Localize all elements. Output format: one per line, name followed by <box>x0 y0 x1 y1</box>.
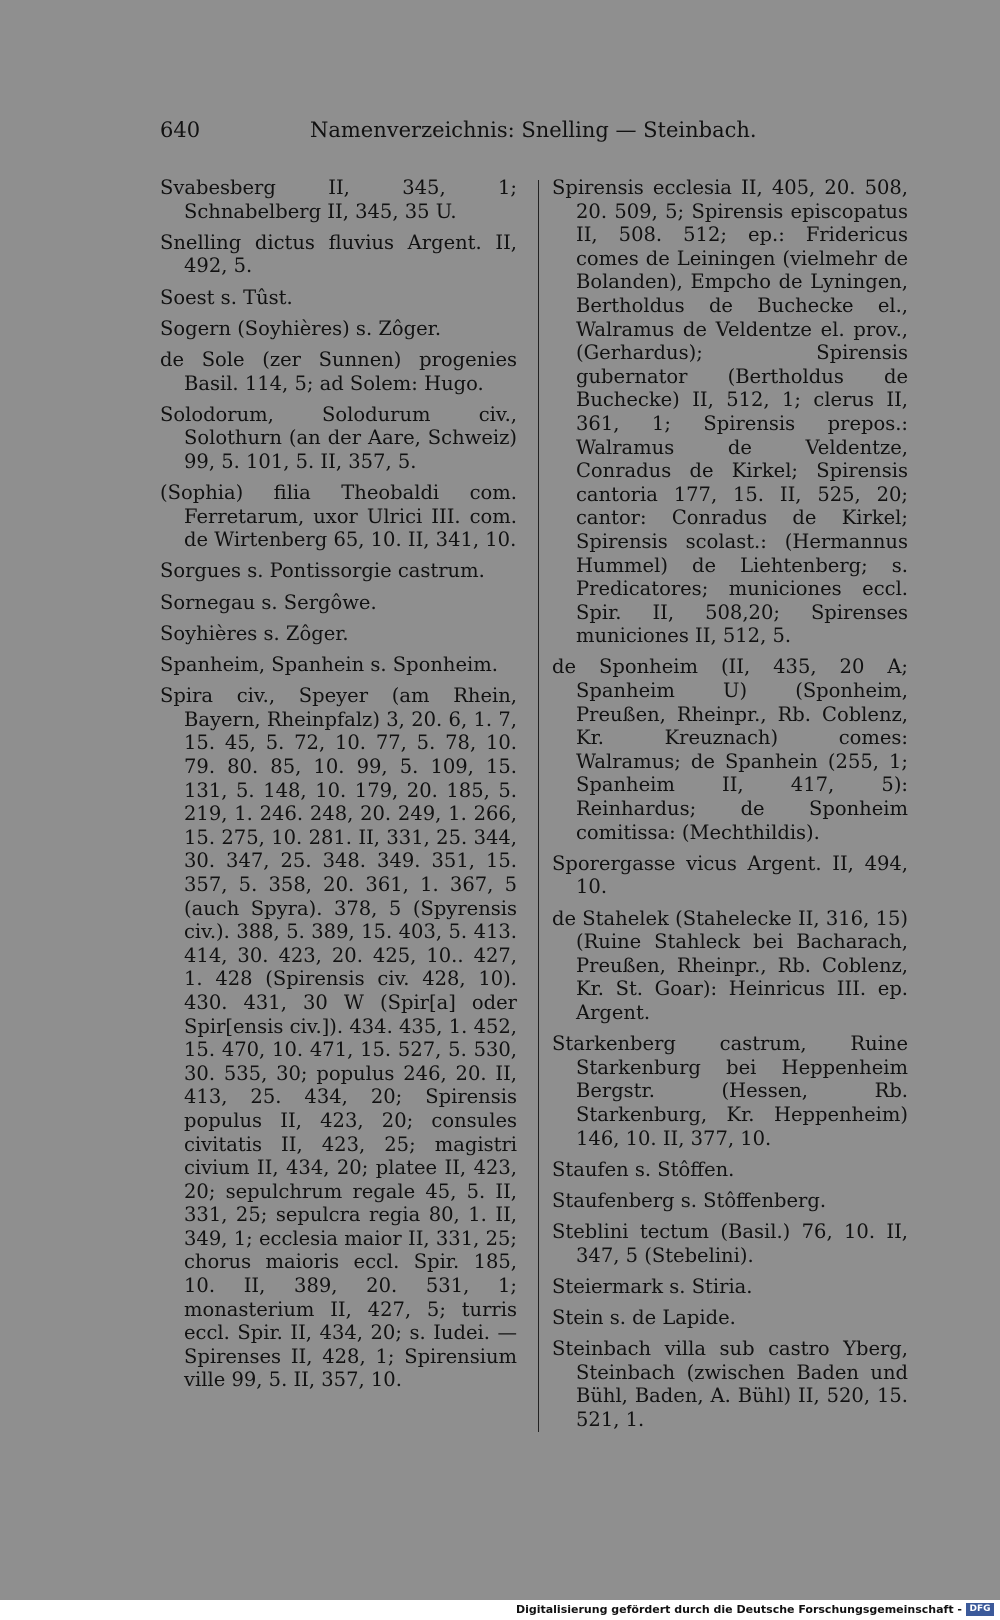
index-entry-steinbach: Steinbach villa sub castro Yberg, Steinbach (zwischen Baden und Bühl, Baden, A. Bühl) II, 520, 15. 521, 1. <box>552 1337 908 1432</box>
index-entry-stein: Stein s. de Lapide. <box>552 1306 736 1330</box>
index-entry-sponheim: de Sponheim (II, 435, 20 A; Spanheim U) (Sponheim, Preußen, Rheinpr., Rb. Coblenz, Kr. Kreuznach) comes: Walramus; de Spanhein (255, 1; Spanheim II, 417, 5): Reinhardus; de Sponheim comitissa: (Mechthildis). <box>552 655 908 844</box>
index-entry-sogern: Sogern (Soyhières) s. Zôger. <box>160 316 442 340</box>
page-number: 640 <box>160 118 201 142</box>
index-entry-steblini: Steblini tectum (Basil.) 76, 10. II, 347, 5 (Stebelini). <box>552 1220 908 1267</box>
index-entry-steiermark: Steiermark s. Stiria. <box>552 1274 753 1298</box>
index-entry-spira: Spira civ., Speyer (am Rhein, Bayern, Rheinpfalz) 3, 20. 6, 1. 7, 15. 45, 5. 72, 10. 77, 5. 78, 10. 79. 80. 85, 10. 99, 5. 109, 15. 131, 5. 148, 10. 179, 20. 185, 5. 219, 1. 246. 248, 20. 249, 1. 266, 15. 275, 10. 281. II, 331, 25. 344, 30. 347, 25. 348. 349. 351, 15. 357, 5. 358, 20. 361, 1. 367, 5 (auch Spyra). 378, 5 (Spyrensis civ.). 388, 5. 389, 15. 403, 5. 413. 414, 30. 423, 20. 425, 10.. 427, 1. 428 (Spirensis civ. 428, 10). 430. 431, 30 W (Spir[a] oder Spir[ensis civ.]). 434. 435, 1. 452, 15. 470, 10. 471, 15. 527, 5. 530, 30. 535, 30; populus 246, 20. II, 413, 25. 434, 20; Spirensis populus II, 423, 20; consules civitatis II, 423, 25; magistri civium II, 434, 20; platee II, 423, 20; sepulchrum regale 45, 5. II, 331, 25; sepulcra regia 80, 1. II, 349, 1; ecclesia maior II, 331, 25; chorus maioris eccl. Spir. 185, 10. II, 389, 20. 531, 1; monasterium II, 427, 5; turris eccl. Spir. II, 434, 20; s. Iudei. — Spirenses II, 428, 1; Spirensium ville 99, 5. II, 357, 10. <box>160 684 517 1392</box>
funding-notice: Digitalisierung gefördert durch die Deutsche Forschungsgemeinschaft - <box>515 1603 962 1616</box>
index-entry-starkenberg: Starkenberg castrum, Ruine Starkenburg bei Heppenheim Bergstr. (Hessen, Rb. Starkenburg, Kr. Heppenheim) 146, 10. II, 377, 10. <box>552 1032 908 1150</box>
index-entry-soyhieres: Soyhières s. Zôger. <box>160 621 349 645</box>
running-title: Namenverzeichnis: Snelling — Steinbach. <box>310 118 757 142</box>
index-entry-stahelek: de Stahelek (Stahelecke II, 316, 15) (Ruine Stahleck bei Bacharach, Preußen, Rheinpr., Rb. Coblenz, Kr. St. Goar): Heinricus III. ep. Argent. <box>552 906 908 1024</box>
page-header <box>160 118 760 148</box>
left-column <box>160 176 517 1400</box>
index-entry-spanheim: Spanheim, Spanhein s. Sponheim. <box>160 653 498 677</box>
index-entry-sole: de Sole (zer Sunnen) progenies Basil. 114, 5; ad Solem: Hugo. <box>160 347 517 395</box>
index-entry-sornegau: Sornegau s. Sergôwe. <box>160 590 377 614</box>
index-entry-sporergasse: Sporergasse vicus Argent. II, 494, 10. <box>552 851 908 899</box>
right-column <box>552 176 908 1439</box>
footer-bar <box>0 1600 1000 1620</box>
index-entry-snelling: Snelling dictus fluvius Argent. II, 492, 5. <box>160 230 517 278</box>
index-entry-solodorum: Solodorum, Solodurum civ., Solothurn (an der Aare, Schweiz) 99, 5. 101, 5. II, 357, 5. <box>160 402 517 473</box>
index-entry-staufenberg: Staufenberg s. Stôffenberg. <box>552 1188 827 1212</box>
index-entry-sophia: (Sophia) filia Theobaldi com. Ferretarum, uxor Ulrici III. com. de Wirtenberg 65, 10. II, 341, 10. <box>160 481 517 552</box>
index-entry-staufen: Staufen s. Stôffen. <box>552 1157 735 1181</box>
index-entry-svabesberg: Svabesberg II, 345, 1; Schnabelberg II, 345, 35 U. <box>160 176 517 223</box>
index-entry-soest: Soest s. Tûst. <box>160 285 293 309</box>
index-entry-sorgues: Sorgues s. Pontissorgie castrum. <box>160 559 485 583</box>
column-divider <box>538 180 539 1432</box>
index-entry-spirensis-ecclesia: Spirensis ecclesia II, 405, 20. 508, 20. 509, 5; Spirensis episcopatus II, 508. 512; ep.: Fridericus comes de Leiningen (vielmehr de Bolanden), Empcho de Lyningen, Bertholdus de Buchecke el., Walramus de Veldentze el. prov., (Gerhardus); Spirensis gubernator (Bertholdus de Buchecke) II, 512, 1; clerus II, 361, 1; Spirensis prepos.: Walramus de Veldentze, Conradus de Kirkel; Spirensis cantoria 177, 15. II, 525, 20; cantor: Conradus de Kirkel; Spirensis scolast.: (Hermannus Hummel) de Liehtenberg; s. Predicatores; municiones eccl. Spir. II, 508,20; Spirenses municiones II, 512, 5. <box>552 176 908 648</box>
dfg-logo: DFG <box>966 1603 994 1616</box>
